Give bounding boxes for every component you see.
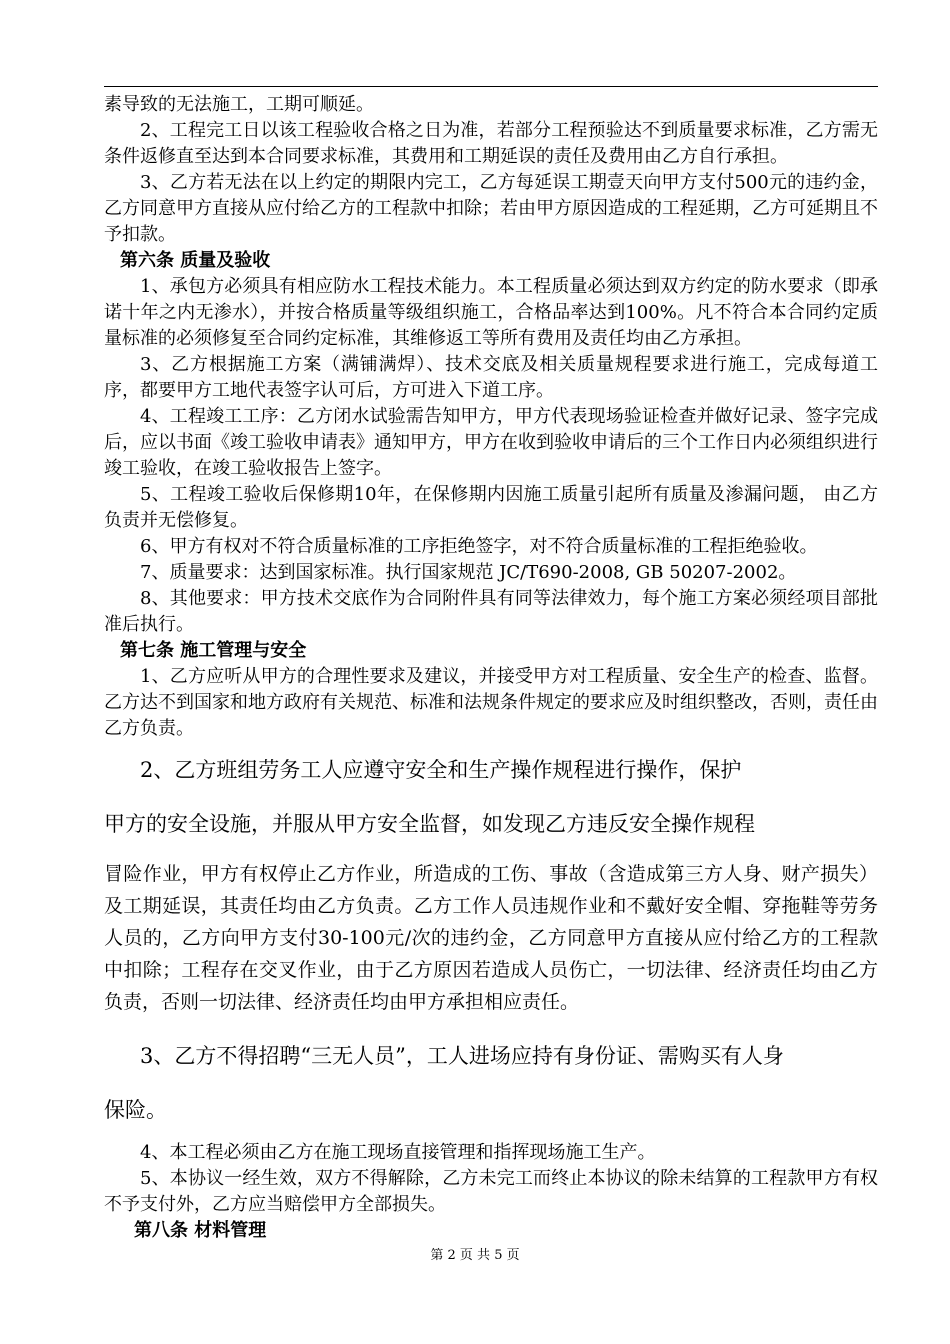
paragraph-large: 3、乙方不得招聘“三无人员”，工人进场应持有身份证、需购买有人身 [140,1044,784,1068]
paragraph: 素导致的无法施工，工期可顺延。 [104,94,374,115]
paragraph: 冒险作业，甲方有权停止乙方作业，所造成的工伤、事故（含造成第三方人身、财产损失）及工期延误，其责任均由乙方负责。乙方工作人员违规作业和不戴好安全帽、穿拖鞋等劳务人员的，乙方向甲方支付30-100元/次的违约金，乙方同意甲方直接从应付给乙方的工程款中扣除；工程存在交叉作业，由于乙方原因若造成人员伤亡，一切法律、经济责任均由乙方负责，否则一切法律、经济责任均由甲方承担相应责任。 [104,863,878,1013]
paragraph: 3、乙方若无法在以上约定的期限内完工，乙方每延误工期壹天向甲方支付500元的违约金，乙方同意甲方直接从应付给乙方的工程款中扣除；若由甲方原因造成的工程延期，乙方可延期且不予扣款。 [104,172,878,245]
page-number: 第 2 页 共 5 页 [430,1248,520,1263]
paragraph-large-continued: 保险。 [104,1098,167,1122]
header-rule [104,86,878,87]
paragraph: 6、甲方有权对不符合质量标准的工序拒绝签字，对不符合质量标准的工程拒绝验收。 [140,536,818,557]
paragraph: 4、本工程必须由乙方在施工现场直接管理和指挥现场施工生产。 [140,1142,656,1163]
paragraph: 1、乙方应听从甲方的合理性要求及建议，并接受甲方对工程质量、安全生产的检查、监督。乙方达不到国家和地方政府有关规范、标准和法规条件规定的要求应及时组织整改，否则，责任由乙方负责。 [104,666,878,739]
paragraph: 4、工程竣工工序：乙方闭水试验需告知甲方，甲方代表现场验证检查并做好记录、签字完成后，应以书面《竣工验收申请表》通知甲方，甲方在收到验收申请后的三个工作日内必须组织进行竣工验收，在竣工验收报告上签字。 [104,406,878,479]
section-heading-7: 第七条 施工管理与安全 [120,640,307,661]
paragraph-large: 2、乙方班组劳务工人应遵守安全和生产操作规程进行操作，保护 [140,758,742,782]
paragraph: 1、承包方必须具有相应防水工程技术能力。本工程质量必须达到双方约定的防水要求（即承诺十年之内无渗水），并按合格质量等级组织施工，合格品率达到100%。凡不符合本合同约定质量标准的必须修复至合同约定标准，其维修返工等所有费用及责任均由乙方承担。 [104,276,878,349]
section-heading-8: 第八条 材料管理 [134,1220,267,1241]
paragraph-large-continued: 甲方的安全设施，并服从甲方安全监督，如发现乙方违反安全操作规程 [104,812,755,836]
paragraph: 3、乙方根据施工方案（满铺满焊）、技术交底及相关质量规程要求进行施工，完成每道工序，都要甲方工地代表签字认可后，方可进入下道工序。 [104,354,878,401]
paragraph: 5、本协议一经生效，双方不得解除，乙方未完工而终止本协议的除未结算的工程款甲方有权不予支付外，乙方应当赔偿甲方全部损失。 [104,1168,878,1215]
paragraph: 5、工程竣工验收后保修期10年，在保修期内因施工质量引起所有质量及渗漏问题， 由乙方负责并无偿修复。 [104,484,878,531]
paragraph: 7、质量要求：达到国家标准。执行国家规范 JC/T690-2008, GB 50207-2002。 [140,562,797,583]
document-body [104,92,878,1244]
paragraph: 8、其他要求：甲方技术交底作为合同附件具有同等法律效力，每个施工方案必须经项目部批准后执行。 [104,588,878,635]
section-heading-6: 第六条 质量及验收 [120,250,271,271]
paragraph: 2、工程完工日以该工程验收合格之日为准，若部分工程预验达不到质量要求标准，乙方需无条件返修直至达到本合同要求标准，其费用和工期延误的责任及费用由乙方自行承担。 [104,120,878,167]
